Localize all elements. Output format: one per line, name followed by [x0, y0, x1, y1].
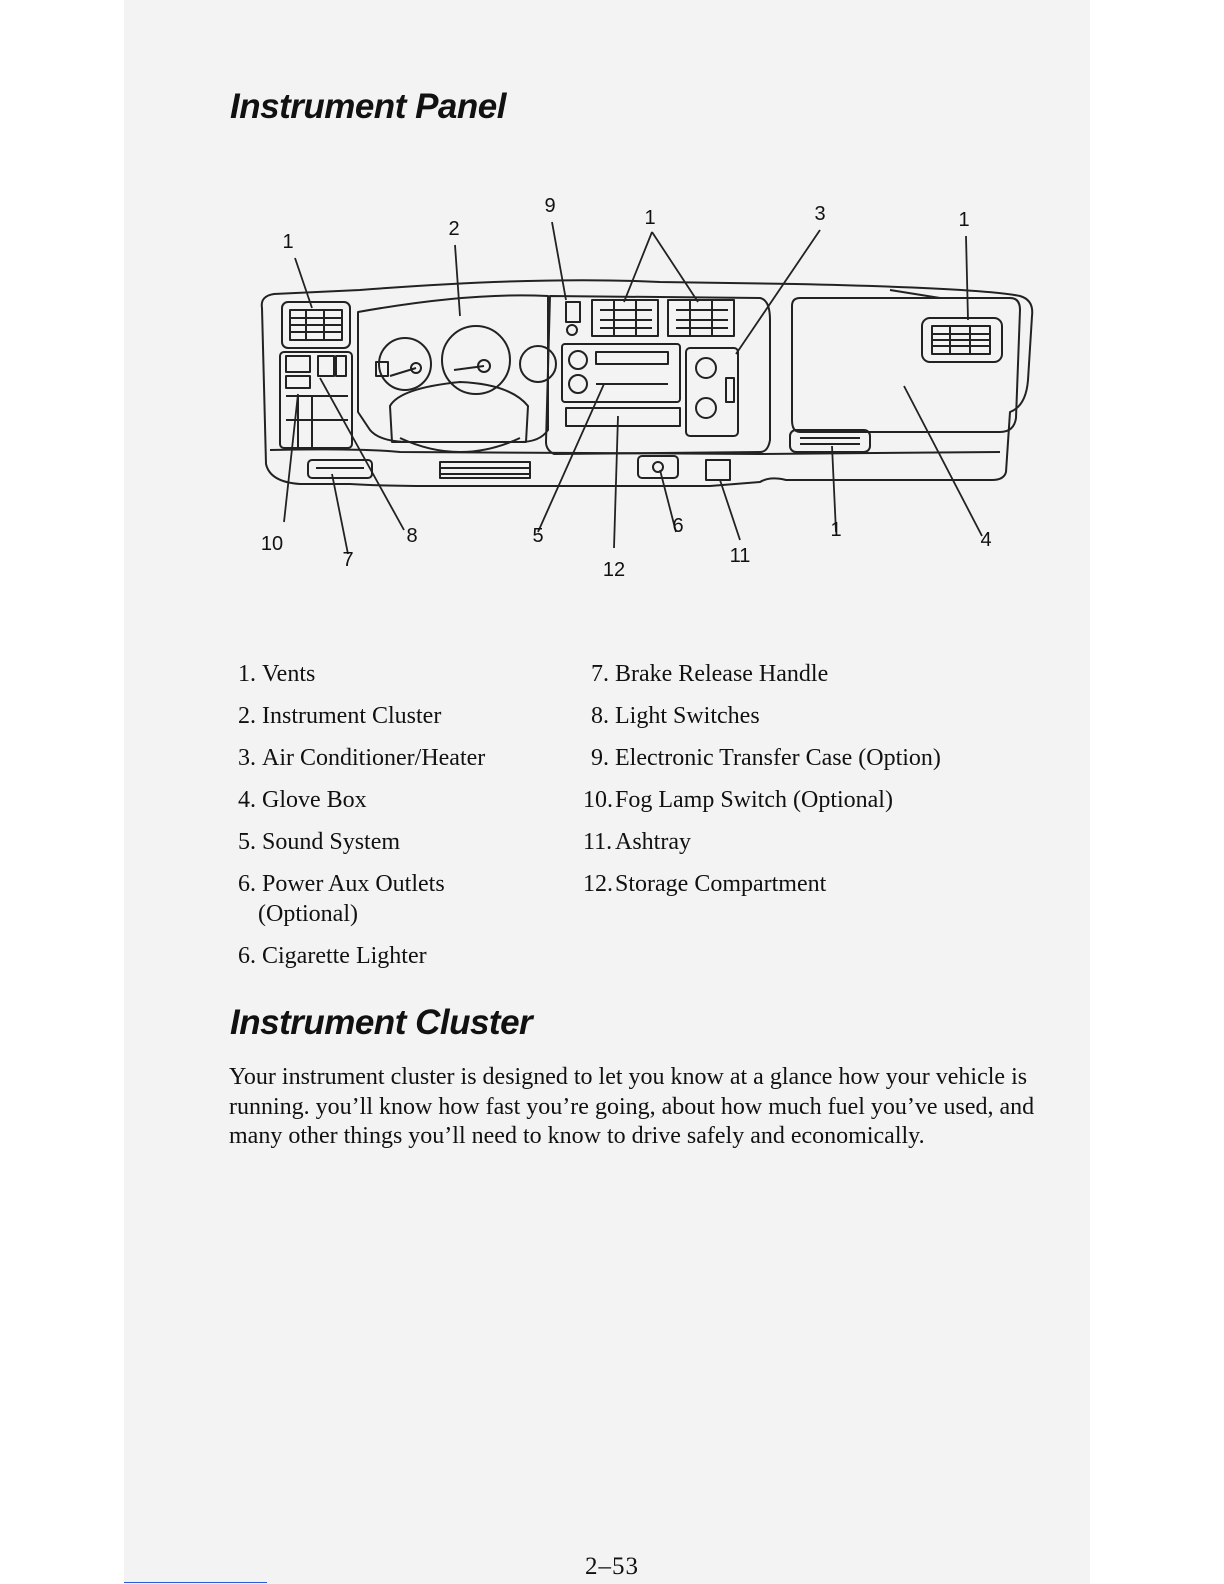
callout-label: 1 [958, 209, 970, 231]
instrument-cluster-housing [358, 295, 556, 452]
callout-label: 7 [342, 549, 354, 571]
power-outlet [638, 456, 678, 478]
legend-item: 6. Cigarette Lighter [238, 943, 427, 969]
callout-label: 1 [644, 207, 656, 229]
legend-item: 10.Fog Lamp Switch (Optional) [583, 787, 893, 813]
legend-item: 6. Power Aux Outlets (Optional) [230, 863, 485, 935]
footer-rule [124, 1582, 267, 1583]
callout-label: 3 [814, 203, 826, 225]
right-vent [922, 318, 1002, 362]
left-vent [282, 302, 350, 348]
legend-left-column [230, 653, 485, 977]
callout-leader-lines [284, 222, 982, 554]
section-title-instrument-cluster: Instrument Cluster [230, 1003, 533, 1042]
callout-label: 8 [406, 525, 418, 547]
legend-item: 5. Sound System [238, 829, 401, 855]
legend-item: 2. Instrument Cluster [238, 703, 442, 729]
callout-label: 6 [672, 515, 684, 537]
callout-label: 1 [830, 519, 842, 541]
callout-label: 10 [260, 533, 284, 555]
callout-label: 12 [602, 559, 626, 581]
light-switch-panel [280, 352, 352, 448]
legend-item: 9. Electronic Transfer Case (Option) [591, 745, 941, 771]
legend-item: 1. Vents [238, 661, 316, 687]
callout-label: 11 [729, 545, 751, 567]
lower-right-vent [790, 430, 870, 452]
callout-label: 5 [532, 525, 544, 547]
instrument-panel-diagram [240, 180, 1040, 600]
center-stack [546, 296, 770, 454]
ashtray [706, 460, 730, 480]
legend-item: 7. Brake Release Handle [591, 661, 829, 687]
callout-label: 4 [980, 529, 992, 551]
section-title-instrument-panel: Instrument Panel [230, 87, 506, 126]
lower-center-vent [440, 462, 530, 478]
callout-label: 9 [544, 195, 556, 217]
legend-item: 4. Glove Box [238, 787, 367, 813]
legend-item: 3. Air Conditioner/Heater [238, 745, 486, 771]
page-number: 2–53 [585, 1553, 639, 1580]
legend-item: 12.Storage Compartment [583, 871, 827, 897]
cluster-description: Your instrument cluster is designed to let you know at a glance how your vehicle is running. you’ll know how fast you’re going, about how much fuel you’ve used, and many other things you’ll need to know to drive safely and economically. [229, 1064, 1035, 1149]
callout-label: 2 [448, 218, 460, 240]
legend-item: 8. Light Switches [591, 703, 760, 729]
legend-item: 11. Ashtray [583, 829, 691, 855]
legend-right-column [583, 653, 941, 905]
legend-item-continuation: (Optional) [258, 901, 358, 927]
callout-label: 1 [282, 231, 294, 253]
